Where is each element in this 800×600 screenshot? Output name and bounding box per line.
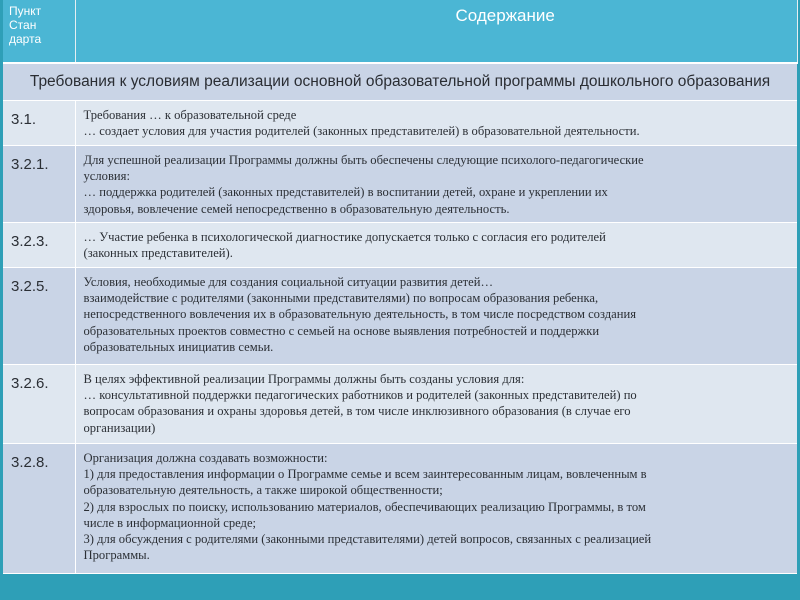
section-title: Требования к условиям реализации основной образовательной программы дошкольного образования [3,63,797,101]
row-text-line: 2) для взрослых по поиску, использованию материалов, обеспечивающих реализацию Программы, в том [83,499,646,514]
row-text-line: условия: [83,169,130,184]
row-text-line: … консультативной поддержки педагогических работников и родителей (законных представителей) по [83,388,637,403]
slide-frame [3,0,797,600]
row-text-line: взаимодействие с родителями (законными представителями) по вопросам образования ребенка, [83,291,599,306]
row-text-line: образовательных инициатив семьи. [83,339,274,354]
table-row [3,101,797,146]
row-text-line: непосредственного вовлечения их в образовательную деятельность, в том числе посредством создания [83,307,636,322]
row-number: 3.2.3. [3,223,75,268]
table-row [3,268,797,365]
row-content [75,268,797,365]
row-number: 3.2.6. [3,365,75,444]
row-content [75,444,797,574]
table-header-row [3,0,797,63]
row-text-line: … создает условия для участия родителей (законных представителей) в образовательной деятельности. [83,124,640,139]
row-text-line: числе в информационной среде; [83,515,257,530]
row-text-line: (законных представителей). [83,246,233,261]
table-row [3,444,797,574]
row-content [75,223,797,268]
header-number-line: Пункт [9,4,42,18]
table-row [3,223,797,268]
header-point-of-standard [3,0,75,63]
row-number: 3.2.1. [3,146,75,223]
row-text-line: образовательных проектов совместно с семьей на основе выявления потребностей и поддержки [83,323,600,338]
row-number: 3.1. [3,101,75,146]
section-title-row [3,63,797,101]
header-number-line: дарта [9,32,42,46]
row-text-line: образовательную деятельность, а также широкой общественности; [83,483,443,498]
row-text-line: 3) для обсуждения с родителями (законными представителями) детей вопросов, связанных с реализацией [83,532,652,547]
row-text-line: Условия, необходимые для создания социальной ситуации развития детей… [83,275,494,289]
row-text-line: В целях эффективной реализации Программы должны быть созданы условия для: [83,372,525,386]
row-text-line: Программы. [83,548,150,563]
header-number-line: Стан [9,18,37,32]
row-number: 3.2.8. [3,444,75,574]
row-number: 3.2.5. [3,268,75,365]
row-content [75,365,797,444]
table-row [3,365,797,444]
row-text-line: организации) [83,420,156,435]
row-text-line: 1) для предоставления информации о Программе семье и всем заинтересованным лицам, вовлеченным в [83,467,647,482]
row-text-line: здоровья, вовлечение семей непосредственно в образовательную деятельность. [83,201,510,216]
header-content: Содержание [75,0,797,63]
row-text-line: Требования … к образовательной среде [83,108,297,122]
row-content [75,146,797,223]
standard-requirements-table [3,0,798,574]
row-text-line: вопросам образования и охраны здоровья детей, в том числе инклюзивного образования (в случае его [83,404,631,419]
row-text-line: Для успешной реализации Программы должны быть обеспечены следующие психолого-педагогические [83,153,644,167]
row-text-line: Организация должна создавать возможности: [83,451,328,465]
row-content [75,101,797,146]
row-text-line: … Участие ребенка в психологической диагностике допускается только с согласия его родителей [83,230,606,244]
row-text-line: … поддержка родителей (законных представителей) в воспитании детей, охране и укреплении их [83,185,608,200]
table-row [3,146,797,223]
